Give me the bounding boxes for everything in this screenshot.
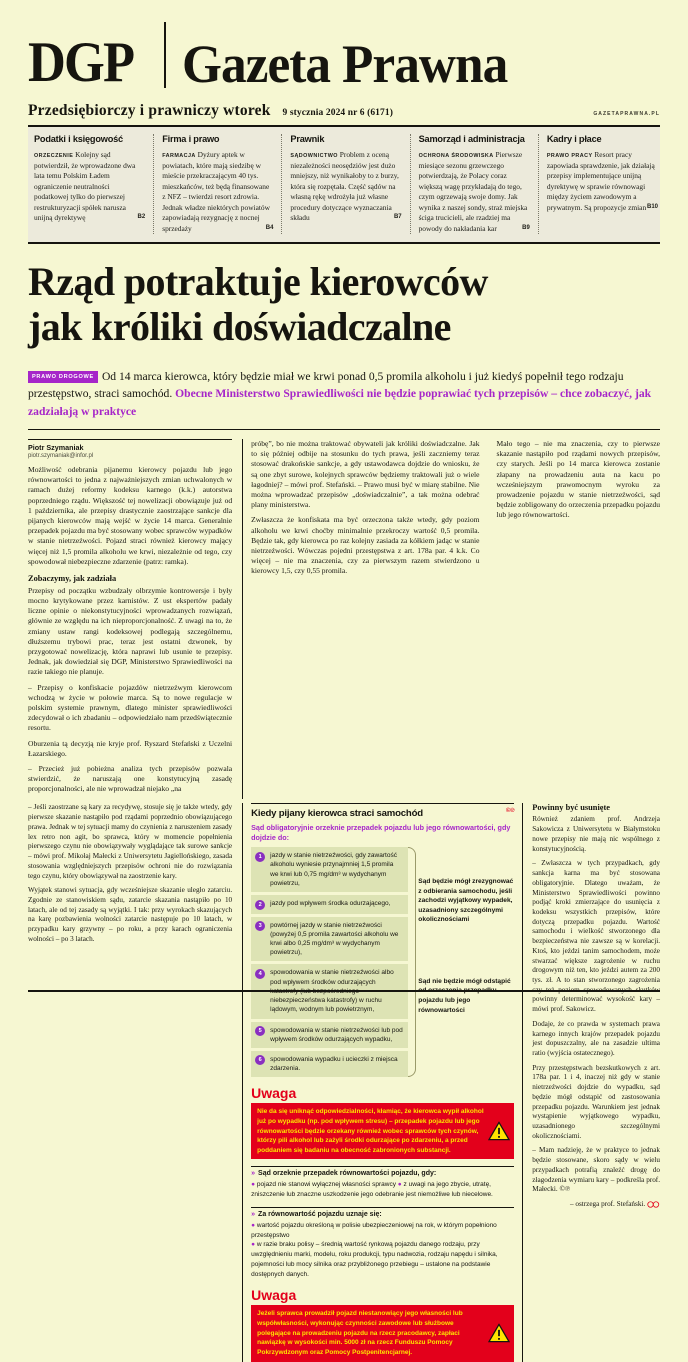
bullet-text: w razie braku polisy – średnią wartość rynkową pojazdu danego rodzaju, przy uwzględnieniu marki, modelu, roku produkcji, typu nadwozia, rodzaju napędu i silnika, pojemności lub mocy silnika oraz przybliżonego przebiegu – ustalone na podstawie dostępnych danych.	[251, 1241, 498, 1278]
side-notes	[408, 847, 514, 1077]
teaser-page[interactable]: B4	[265, 224, 274, 231]
article-lead	[28, 368, 660, 430]
infobox-title	[251, 808, 514, 819]
strapline-text: Przedsiębiorczy i prawniczy wtorek	[28, 102, 271, 119]
body-paragraph: Możliwość odebrania pijanemu kierowcy pojazdu lub jego równowartości to jedna z najważniejszych zmian uchwalonych w ramach dużej reformy kodeksu karnego (k.k.) autorstwa poprzedniego rządu. Większość tej nowelizacji obowiązuje już od 1 października, ale przepisy drastycznie zaostrzające sankcje dla pijanych kierowców mają wejść w życie 14 marca. Generalnie przepadek pojazdu ma być stosowany wobec sprawców wypadków w stanie nietrzeźwości. Pojazd straci również kierowcy mający więcej niż 1,5 promila alkoholu we krwi, niezależnie od tego, czy spowodował niebezpieczne zdarzenie (patrz: ramka).	[28, 465, 233, 566]
steps-list	[251, 847, 408, 1077]
list-item	[251, 1022, 408, 1048]
body-paragraph: – Mam nadzieję, że w praktyce to jednak będzie stosowane, skoro sądy w wielu przypadkach potrafią znaleźć drogę do złagodzenia wymiaru kary – podkreśla prof. Małecki. ©℗	[532, 1146, 660, 1194]
body-paragraph: Wyjątek stanowi sytuacja, gdy wcześniejsze skazanie uległo zatarciu. Zgodnie ze stanowiskiem sądu, zatarcie skazania nastąpiło po 10 latach, ale od tej zasady są wyjątki. I tak: przy wyrokach skazujących na karę pozbawienia wolności zatarcie następuje po 10 latach, w przypadku kary grzywny – po roku, a przy karach ograniczenia wolności – po 3 latach.	[28, 886, 233, 943]
body-paragraph: – Zwłaszcza w tych przypadkach, gdy sankcja karna ma być stosowana obligatoryjnie. Dlatego uważam, że Ministerstwo Sprawiedliwości powinno podjąć kroki zmierzające do usunięcia z kodeksu wszystkich przepisów, które dotyczą przepadku pojazdu. Wartość samochodu i wielkość stworzonego dla bezpieczeństwa nie zawsze są w korelacji. Ktoś, kto jeździ tanim samochodem, może stwarzać większe zagrożenie w ruchu drogowym niż ten, kto jeździ autem za 200 tys. zł. A to stan stworzonego zagrożenia czy też poziom spowodowanych skutków powinny determinować wysokość kary – mówi prof. Sakowicz.	[532, 859, 660, 1014]
step-number: 3	[255, 921, 265, 931]
section-teaser-strip	[28, 127, 660, 244]
column-right-top	[488, 439, 661, 799]
lead-highlight-text: Obecne Ministerstwo Sprawiedliwości nie będzie poprawiać tych przepisów – chce zobaczyć, jak zadziałają w praktyce	[28, 387, 652, 418]
masthead-divider	[164, 22, 166, 88]
step-number: 1	[255, 852, 265, 862]
column-middle	[243, 439, 487, 799]
body-paragraph: próbę”, bo nie można traktować obywateli jak króliki doświadczalne. Jak to się później odbije na stosunku do tych prawa, jeśli zaczniemy teraz stosować drakońskie sankcje, a gdy ustawodawca dojdzie do wniosku, że są one zbyt surowe, kolejnych sprawców będziemy traktowali już o wiele łagodniej? – mówi prof. Stefański. – Prawo musi być w miarę stabilne. Nie można wprowadzać przepisów „doświadczalnie”, a tak można odebrać plany ministerstwa.	[251, 439, 480, 510]
end-note-text: – ostrzega prof. Stefański.	[569, 1200, 646, 1209]
body-paragraph: – Przepisy o konfiskacie pojazdów nietrzeźwym kierowcom wchodzą w życie w połowie marca. Są to nowe regulacje w polskim systemie prawnym, dlatego minister sprawiedliwości zdecydował o ich zbadaniu – odpowiedziało nam przedświątecznie resortu.	[28, 682, 233, 733]
teaser-firma[interactable]	[154, 134, 282, 234]
end-note	[532, 1200, 660, 1210]
teaser-samorzad[interactable]	[411, 134, 539, 234]
teaser-body	[290, 150, 401, 224]
body-paragraph: Oburzenia tą decyzją nie kryje prof. Ryszard Stefański z Uczelni Łazarskiego.	[28, 738, 233, 758]
step-text: spowodowania w stanie nietrzeźwości albo pod wpływem środków odurzających katastrofy (lub bezpośredniego niebezpieczeństwa katastrofy) w ruchu lądowym, wodnym lub powietrznym,	[270, 969, 394, 1014]
warning-triangle-icon	[488, 1324, 510, 1343]
bullet-icon: ●	[397, 1181, 402, 1189]
question-heading-2: » Za równowartość pojazdu uznaje się:	[251, 1211, 514, 1218]
question-heading-1: » Sąd orzeknie przepadek równowartości pojazdu, gdy:	[251, 1170, 514, 1177]
list-item	[251, 847, 408, 892]
copyright-mark: ©℗	[505, 808, 515, 815]
page-headline	[28, 260, 660, 354]
step-text: jazdy w stanie nietrzeźwości, gdy zawartość alkoholu wyniesie przynajmniej 1,5 promila we krwi lub 0,75 mg/dm³ w wydychanym powietrzu,	[270, 852, 397, 887]
teaser-title: Kadry i płace	[546, 134, 602, 144]
divider	[251, 1166, 514, 1167]
step-number: 4	[255, 969, 265, 979]
warning-label: Uwaga	[251, 1085, 297, 1102]
teaser-body	[547, 150, 658, 213]
teaser-title: Samorząd i administracja	[418, 134, 525, 144]
body-paragraph: Mało tego – nie ma znaczenia, czy to pierwsze skazanie nastąpiło pod rządami nowych przepisów, czy starych. Jeśli po 14 marca kierowca zostanie złapany na prowadzeniu auta na kacu po wcześniejszym prawomocnym wyroku za prowadzenie pojazdu w stanie nietrzeźwości, sąd będzie zobligowany do orzeczenia przepadku pojazdu lub jego równowartości.	[496, 439, 661, 520]
teaser-text: Dyżury aptek w powiatach, które mają siedzibę w mieście przekraczającym 40 tys. mieszkańców, też będą finansowane z NFZ – twierdzi resort zdrowia. Jednak władze niektórych powiatów zapowiadają rezygnację z nocnej sprzedaży	[162, 150, 270, 233]
teaser-page[interactable]: B10	[647, 203, 659, 210]
warning-text: Jeżeli sprawca prowadził pojazd niestanowiący jego własności lub współwłasności, wykonując czynności zawodowe lub służbowe polegające na prowadzeniu pojazdu na rzecz pracodawcy, zapłaci nawiązkę w wysokości min. 5000 zł na rzecz Funduszu Pomocy Pokrzywdzonym oraz Pomocy Postpenitencjarnej.	[257, 1310, 463, 1356]
brace-decoration	[408, 847, 416, 1077]
section-subheading: Powinny być usunięte	[532, 803, 611, 813]
teaser-kadry[interactable]	[539, 134, 660, 234]
teaser-body	[34, 150, 145, 224]
side-note-mandatory: Sąd nie będzie mógł odstąpić od orzeczenia przepadku pojazdu lub jego równowartości	[418, 977, 511, 1014]
body-paragraph: Również zdaniem prof. Andrzeja Sakowicza z Uniwersytetu w Białymstoku nowe przepisy nie mają nic wspólnego z konstytucyjnością.	[532, 815, 660, 853]
lead-plain-text: Od 14 marca kierowca, który będzie miał we krwi ponad 0,5 promila alkoholu i już kiedyś popełnił tego rodzaju przestępstwo, straci samochód.	[28, 369, 624, 401]
headline-line-1: Rząd potraktuje kierowców	[28, 259, 488, 305]
website-mark: GAZETAPRAWNA.PL	[593, 111, 660, 117]
list-item	[251, 1051, 408, 1077]
list-item	[251, 895, 408, 914]
body-paragraph: Przy przestępstwach bezskutkowych z art. 178a par. 1 i 4, inaczej niż gdy w stanie nietrzeźwości dojdzie do wypadku, sąd będzie mógł odstąpić od zastosowania przepadku pojazdu. Warunkiem jest jednak wystąpienie wyjątkowego wypadku, uzasadnionego szczególnymi okolicznościami.	[532, 1063, 660, 1140]
infobox-subtitle: Sąd obligatoryjnie orzeknie przepadek pojazdu lub jego równowartości, gdy dojdzie do:	[251, 823, 511, 842]
step-text: jazdy pod wpływem środka odurzającego,	[270, 900, 391, 908]
teaser-page[interactable]: B7	[393, 214, 402, 221]
teaser-text: Resort pracy zapowiada sprawdzenie, jak działają przepisy implementujące unijną dyrektywę w sprawie równowagi między życiem zawodowym a prywatnym. Są propozycje zmian	[546, 150, 655, 212]
bullet-text: z uwagi na jego zbycie, utratę, zniszczenie lub znaczne uszkodzenie jego odebranie jest niemożliwe lub niecelowe.	[251, 1181, 493, 1199]
body-paragraph: Zwłaszcza że konfiskata ma być orzeczona także wtedy, gdy poziom alkoholu we krwi choćby minimalnie przekroczy wartość 0,5 promila. Będzie tak, gdy kierowca po raz kolejny zasiada za kółkiem jadąc w stanie nietrzeźwości. Wówczas pojedni przestępstwa z art. 178a par. 4 k.k. Co więcej – nie ma znaczenia, czy za pierwszym razem stwierdzono u kierowcy 1,5, czy 0,55 promila.	[251, 515, 480, 576]
bullet-icon: ●	[251, 1221, 256, 1229]
teaser-podatki[interactable]	[28, 134, 154, 234]
masthead	[28, 0, 660, 94]
body-paragraph: – Jeśli zaostrzane są kary za recydywę, stosuje się je także wtedy, gdy pierwsze skazanie nastąpiło pod rządami poprzednio obowiązującego prawa. Jednak w tej sytuacji mamy do czynienia z naruszeniem zasady lex retro non agit, bo sprawca, który w momencie popełnienia pierwszego czynu nie obowiązywały wyglądające tak surowe sankcje – mówi prof. Mikołaj Małecki z Uniwersytetu Jagiellońskiego, zasada stosowania względniejszych przepisów ochroni nie do rozwiązania tego czynu, który obowiązywał na zaostrzenie kary.	[28, 803, 233, 880]
teaser-kicker: SĄDOWNICTWO	[290, 153, 338, 159]
lower-grid	[28, 803, 660, 1361]
warning-triangle-icon	[488, 1122, 510, 1141]
bullet-icon: ●	[251, 1241, 256, 1249]
bullet-icon: ●	[251, 1181, 256, 1189]
bullet-text: wartość pojazdu określoną w polisie ubezpieczeniowej na rok, w którym popełniono przestępstwo	[251, 1221, 497, 1239]
teaser-title: Prawnik	[290, 134, 325, 144]
step-number: 5	[255, 1026, 265, 1036]
headline-line-2: jak króliki doświadczalne	[28, 304, 451, 350]
step-text: powtórnej jazdy w stanie nietrzeźwości (powyżej 0,5 promila zawartości alkoholu we krwi albo 0,25 mg/dm³ w wydychanym powietrzu),	[270, 921, 399, 957]
step-text: spowodowania w stanie nietrzeźwości lub pod wpływem środków odurzających wypadku,	[270, 1026, 403, 1043]
teaser-kicker: PRAWO PRACY	[546, 153, 593, 159]
teaser-text: Problem z oceną niezależności neosędziów jest dużo mniejszy, niż wynikałoby to z burzy, która się rozpętała. Część sądów na własną rękę wdrożyła już własne procedury dotyczące wyznaczania składu	[290, 150, 399, 223]
article-grid	[28, 439, 660, 799]
divider	[251, 1207, 514, 1208]
step-text: spowodowania wypadku i ucieczki z miejsca zdarzenia.	[270, 1055, 398, 1073]
steps-with-notes	[251, 847, 514, 1077]
logo-gazeta-prawna[interactable]: Gazeta Prawna	[182, 33, 508, 94]
column-left	[28, 439, 243, 799]
teaser-body	[162, 150, 273, 234]
teaser-page[interactable]: B9	[522, 224, 530, 231]
step-number: 2	[255, 900, 265, 910]
teaser-prawnik[interactable]	[282, 134, 410, 234]
section-subheading: Zobaczymy, jak zadziała	[28, 573, 117, 583]
strapline-row	[28, 102, 660, 120]
author-email[interactable]: piotr.szymaniak@infor.pl	[28, 453, 94, 460]
warning-label-2: Uwaga	[251, 1287, 297, 1304]
teaser-title: Firma i prawo	[162, 134, 220, 144]
teaser-text: Pierwsze miesiące sezonu grzewczego potwierdzają, że Polacy coraz większą wagę przykładają do tego, czym ogrzewają swoje domy. Jak wynika z naszej sondy, straż miejska ściga trucicieli, ale rzadziej ma powody do nakładania kar	[418, 150, 528, 233]
warning-box-2	[251, 1305, 514, 1361]
infobox-title-text: Kiedy pijany kierowca straci samochód	[251, 808, 423, 820]
infobox-panel	[243, 803, 522, 1361]
teaser-kicker: ORZECZENIE	[34, 153, 74, 159]
category-tag[interactable]: PRAWO DROGOWE	[28, 371, 98, 383]
teaser-title: Podatki i księgowość	[34, 134, 123, 144]
column-right-lower	[522, 803, 660, 1361]
logo-dgp[interactable]: DGP	[28, 30, 134, 94]
body-paragraph: – Przecież już pobieżna analiza tych przepisów pozwala stwierdzić, że naruszają one konstytucyjną zasadę proporcjonalności, ale nie wprowadzał niejako „na	[28, 763, 233, 794]
warning-box-1	[251, 1103, 514, 1159]
teaser-kicker: OCHRONA ŚRODOWISKA	[418, 153, 494, 159]
bullet-text: pojazd nie stanowi wyłącznej własności sprawcy	[256, 1181, 396, 1189]
warning-text: Nie da się uniknąć odpowiedzialności, kłamiąc, że kierowca wypił alkohol już po wypadku (np. pod wpływem stresu) – przepadek pojazdu lub jego równowartości będzie orzekany również wobec sprawców tych czynów, którzy pili alkohol lub zażyli środki odurzające po zdarzeniu, a przed poddaniem się badaniu na obecność zabronionych substancji.	[257, 1108, 484, 1154]
column-left-lower	[28, 803, 243, 1361]
question-body-2	[251, 1221, 514, 1280]
side-note-optional: Sąd będzie mógł zrezygnować z odbierania samochodu, jeśli zachodzi wyjątkowy wypadek, uzasadniony szczególnymi okolicznościami	[418, 878, 514, 924]
issue-date: 9 stycznia 2024 nr 6 (6171)	[282, 108, 393, 118]
end-mark-icon	[647, 1201, 660, 1208]
author-name: Piotr Szymaniak	[28, 439, 232, 452]
question-body-1	[251, 1180, 514, 1200]
footer-rule	[28, 990, 660, 992]
teaser-page[interactable]: B2	[137, 214, 146, 221]
teaser-body	[419, 150, 530, 234]
step-number: 6	[255, 1055, 265, 1065]
list-item	[251, 917, 408, 962]
teaser-text: Kolejny sąd potwierdził, że wprowadzone dwa lata temu Polskim Ładem ograniczenie neutralności podatkowej tylko do pierwszej restrukturyzacji spółek narusza unijną dyrektywę	[34, 150, 136, 223]
teaser-kicker: FARMACJA	[162, 153, 196, 159]
body-paragraph: Przepisy od początku wzbudzały olbrzymie kontrowersje i były mocno krytykowane przez karnistów. Z ust ekspertów padały liczne opinie o niekonstytucyjności wprowadzanych rozwiązań, głównie ze względu na ich nieproporcjonalność. Z uwagi na to, że zmiany ustaw rangi kodeksowej podlegają szczególnemu, dłuższemu trybowi prac, teraz jest ostatni dzwonek, by przygotować nowelizację, która naprawi lub usunie te przepisy. Jednak, jak dowiedział się DGP, Ministerstwo Sprawiedliwości na razie takiego nie planuje.	[28, 585, 233, 677]
body-paragraph: Dodaje, że co prawda w systemach prawa karnego innych krajów przepadek pojazdu jest dopuszczalny, ale na zasadzie ultima ratio (wyjścia ostatecznego).	[532, 1019, 660, 1058]
